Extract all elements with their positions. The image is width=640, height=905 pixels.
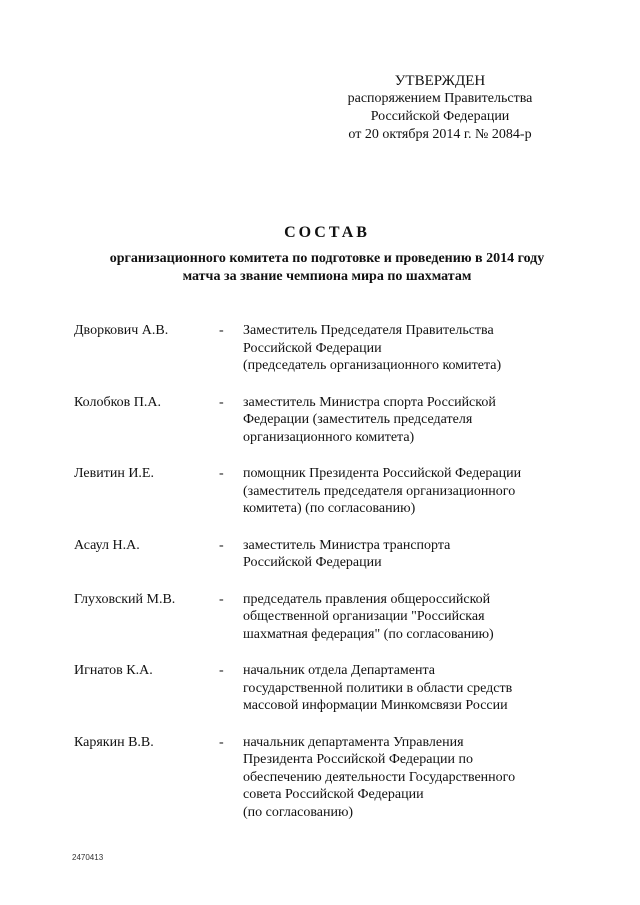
member-name: Дворкович А.В. [74,323,169,338]
member-role-line: общественной организации "Российская [243,609,485,624]
approval-line: Российской Федерации [370,109,510,124]
member-role-line: (заместитель председателя организационного [243,483,516,499]
member-role-line: заместитель Министра спорта Российской [243,394,496,410]
member-role-line: организационного комитета) [243,429,415,445]
member-dash: - [219,734,224,750]
member-role [243,394,583,447]
member-role-line: Федерации (заместитель председателя [243,412,473,427]
member-name: Колобков П.А. [74,394,161,410]
document-subtitle [0,250,640,286]
approval-date-line: от 20 октября 2014 г. № 2084-р [348,127,532,142]
member-name: Глуховский М.В. [74,591,176,607]
approval-line: распоряжением Правительства [347,91,533,106]
member-name: Асаул Н.А. [74,537,140,553]
member-role-line: Президента Российской Федерации по [243,752,473,767]
subtitle-line: организационного комитета по подготовке и проведению в 2014 году [109,251,545,266]
member-role-line: председатель правления общероссийской [243,591,491,607]
member-role-line: (председатель организационного комитета) [243,358,502,373]
member-name: Игнатов К.А. [74,663,153,678]
approval-block [300,72,580,144]
document-code: 2470413 [72,853,104,862]
member-role-line: (по согласованию) [243,804,354,820]
member-dash: - [219,323,224,338]
member-role-line: заместитель Министра транспорта [243,537,451,553]
member-dash: - [219,537,224,553]
approval-heading: УТВЕРЖДЕН [394,73,486,89]
member-role-line: шахматная федерация" (по согласованию) [243,626,494,642]
member-role-line: массовой информации Минкомсвязи России [243,698,508,713]
document-title: СОСТАВ [284,224,370,241]
member-dash: - [219,394,224,410]
subtitle-line: матча за звание чемпиона мира по шахматам [182,269,472,284]
member-role-line: государственной политики в области средств [243,680,513,696]
member-dash: - [219,591,224,607]
member-role [243,322,583,375]
member-role-line: помощник Президента Российской Федерации [243,466,522,481]
member-role [243,734,583,822]
member-role-line: совета Российской Федерации [243,787,424,802]
member-role-line: Заместитель Председателя Правительства [243,323,494,338]
member-role-line: начальник отдела Департамента [243,663,435,678]
member-role [243,591,583,644]
member-role-line: начальник департамента Управления [243,734,464,750]
member-role-line: обеспечению деятельности Государственного [243,769,516,785]
member-role [243,465,583,518]
member-role [243,662,583,715]
member-dash: - [219,663,224,678]
member-role-line: Российской Федерации [243,555,382,570]
member-role-line: комитета) (по согласованию) [243,501,416,516]
member-name: Левитин И.Е. [74,466,154,481]
member-name: Карякин В.В. [74,734,154,750]
member-role-line: Российской Федерации [243,340,382,356]
member-role [243,537,583,572]
member-dash: - [219,466,224,481]
